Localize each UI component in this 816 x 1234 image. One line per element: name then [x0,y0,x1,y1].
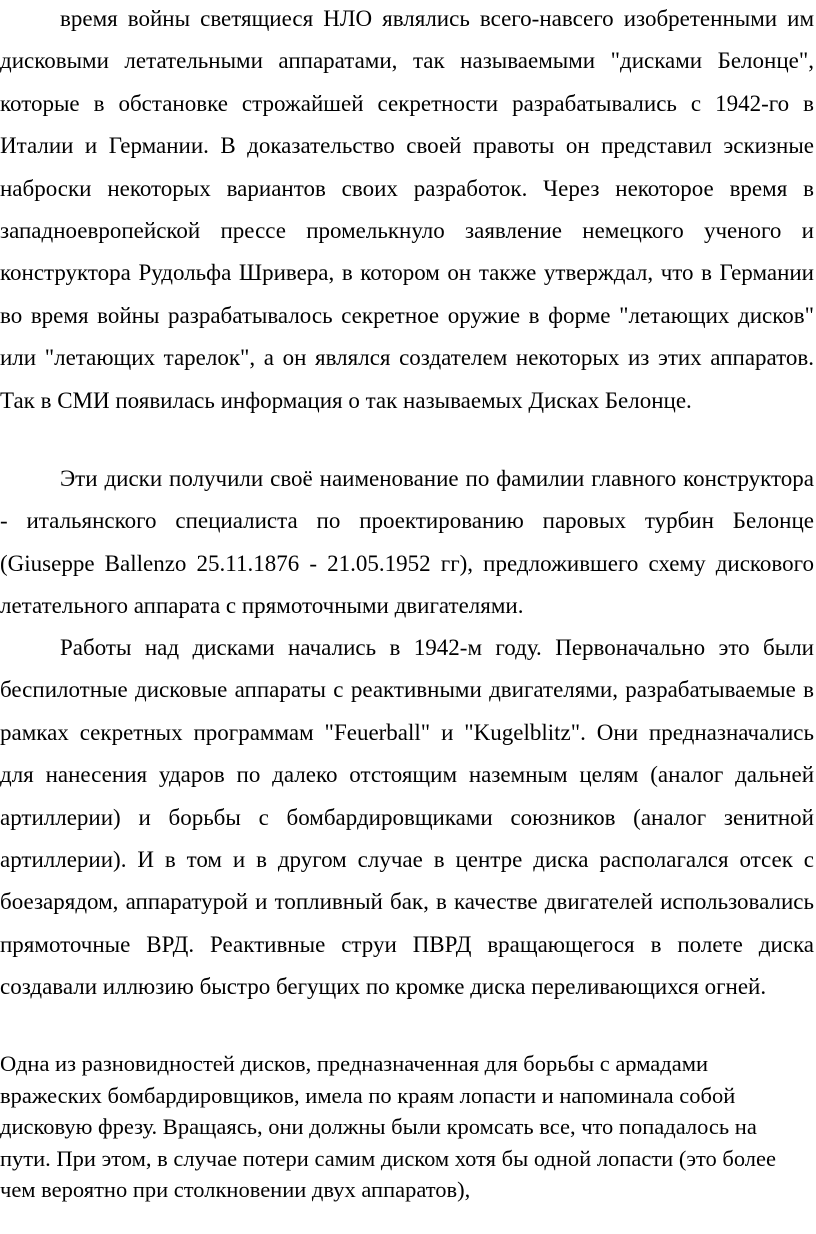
paragraph-4: Одна из разновидностей дисков, предназначенная для борьбы с армадами вражеских бомбардировщиков, имела по краям лопасти и напоминала собой дисковую фрезу. Вращаясь, они должны были кромсать все, что попадалось на пути. При этом, в случае потери самим диском хотя бы одной лопасти (это более чем вероятно при столкновении двух аппаратов), [0,1051,776,1202]
paragraph-3: Работы над дисками начались в 1942-м году. Первоначально это были беспилотные дисковые аппараты с реактивными двигателями, разрабатываемые в рамках секретных программам "Feuerball" и "Kugelblitz". Они предназначались для нанесения ударов по далеко отстоящим наземным целям (аналог дальней артиллерии) и борьбы с бомбардировщиками союзников (аналог зенитной артиллерии). И в том и в другом случае в центре диска располагался отсек с боезарядом, аппаратурой и топливный бак, в качестве двигателей использовались прямоточные ВРД. Реактивные струи ПВРД вращающегося в полете диска создавали иллюзию быстро бегущих по кромке диска переливающихся огней. [0,635,814,1000]
paragraph-1: время войны светящиеся НЛО являлись всего-навсего изобретенными им дисковыми летательными аппаратами, так называемыми "дисками Белонце", которые в обстановке строжайшей секретности разрабатывались с 1942-го в Италии и Германии. В доказательство своей правоты он представил эскизные наброски некоторых вариантов своих разработок. Через некоторое время в западноевропейской прессе промелькнуло заявление немецкого ученого и конструктора Рудольфа Шривера, в котором он также утверждал, что в Германии во время войны разрабатывалось секретное оружие в форме "летающих дисков" или "летающих тарелок", а он являлся создателем некоторых из этих аппаратов. Так в СМИ появилась информация о так называемых Дисках Белонце. [0,6,814,413]
paragraph-2: Эти диски получили своё наименование по фамилии главного конструктора - итальянского специалиста по проектированию паровых турбин Белонце (Giuseppe Ballenzo 25.11.1876 - 21.05.1952 гг), предложившего схему дискового летательного аппарата с прямоточными двигателями. [0,466,814,619]
